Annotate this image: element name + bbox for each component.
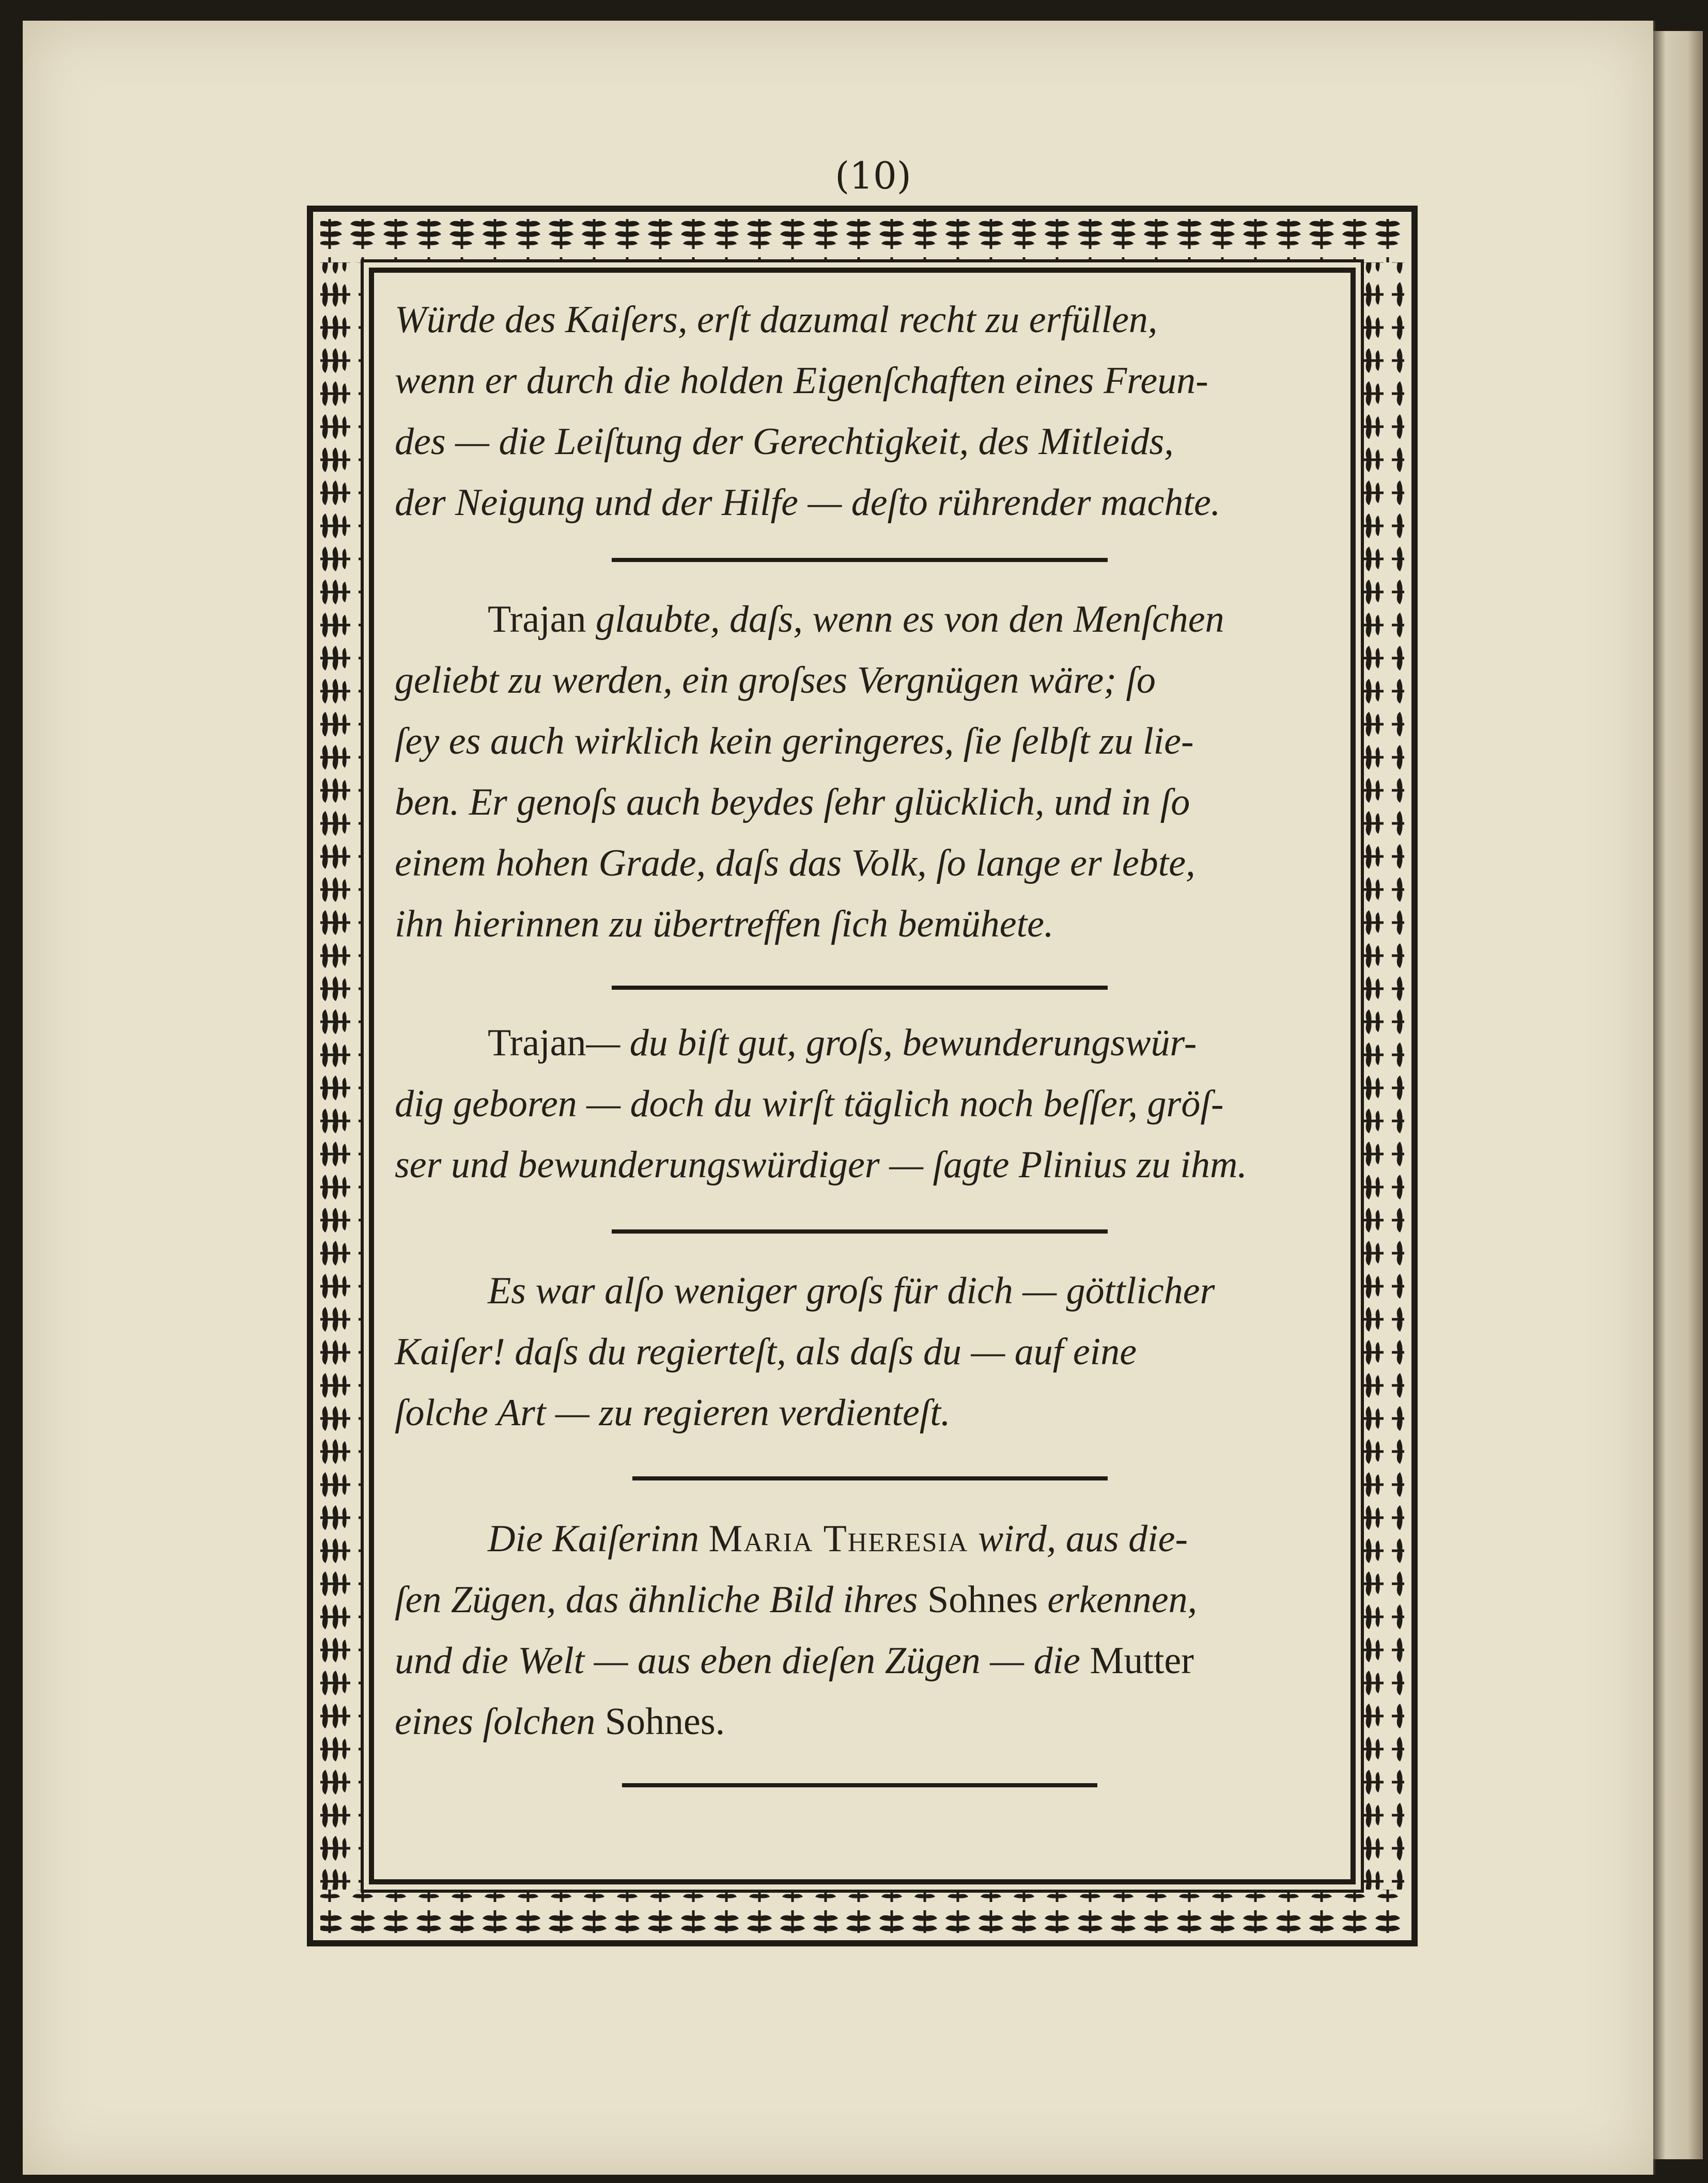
text-span: eines ſolchen — [395, 1701, 596, 1743]
text-line: ſolche Art — zu regieren verdienteſt. — [395, 1392, 951, 1434]
body-text — [395, 289, 1330, 1839]
section-rule — [612, 1229, 1108, 1234]
text-line — [395, 1691, 1330, 1752]
section-rule — [612, 558, 1108, 562]
text-line: ihn hierinnen zu übertreffen ſich bemühete. — [395, 903, 1054, 945]
paragraph-4 — [395, 1260, 1330, 1443]
text-line: geliebt zu werden, ein groſses Vergnügen wäre; ſo — [395, 659, 1156, 701]
text-line: ser und bewunderungswürdiger — ſagte Plinius zu ihm. — [395, 1144, 1247, 1186]
text-span: glaubte, daſs, wenn es von den Menſchen — [596, 598, 1224, 641]
page-number: (10) — [835, 154, 911, 197]
text-line: Es war alſo weniger groſs für dich — göttlicher — [488, 1270, 1215, 1312]
text-span: Die Kaiſerinn — [488, 1518, 700, 1560]
paragraph-5 — [395, 1508, 1330, 1752]
text-line: ſey es auch wirklich kein geringeres, ſie ſelbſt zu lie- — [395, 720, 1194, 762]
section-rule — [622, 1783, 1097, 1787]
name-trajan: Trajan — [488, 598, 586, 641]
text-line: einem hohen Grade, daſs das Volk, ſo lange er lebte, — [395, 842, 1195, 884]
text-line — [395, 1012, 1330, 1073]
text-line: der Neigung und der Hilfe — deſto rührender machte. — [395, 481, 1221, 524]
text-span: erkennen, — [1047, 1579, 1198, 1621]
section-rule — [612, 986, 1108, 990]
text-line: des — die Leiſtung der Gerechtigkeit, des Mitleids, — [395, 420, 1174, 463]
word-sohnes: Sohnes — [927, 1579, 1038, 1621]
text-line: Würde des Kaiſers, erſt dazumal recht zu erfüllen, — [395, 299, 1158, 341]
text-span: ſen Zügen, das ähnliche Bild ihres — [395, 1579, 918, 1621]
text-span: wird, aus die- — [977, 1518, 1188, 1560]
section-rule — [632, 1476, 1108, 1480]
text-line: Kaiſer! daſs du regierteſt, als daſs du — auf eine — [395, 1331, 1137, 1373]
text-line: dig geboren — doch du wirſt täglich noch beſſer, gröſ- — [395, 1083, 1224, 1125]
text-line — [395, 1630, 1330, 1691]
text-span: — du biſt gut, groſs, bewunderungswür- — [586, 1022, 1197, 1064]
name-maria-theresia: Maria Theresia — [708, 1518, 969, 1560]
text-span: und die Welt — aus eben dieſen Zügen — die — [395, 1640, 1081, 1682]
facing-page-edge — [1653, 31, 1703, 2159]
paragraph-2 — [395, 589, 1330, 955]
text-line — [395, 1569, 1330, 1630]
word-mutter: Mutter — [1090, 1640, 1194, 1682]
text-line — [395, 1508, 1330, 1569]
word-sohnes: Sohnes. — [604, 1701, 725, 1743]
text-line: wenn er durch die holden Eigenſchaften eines Freun- — [395, 360, 1208, 402]
text-line — [395, 589, 1330, 650]
paragraph-3 — [395, 1012, 1330, 1195]
text-line: ben. Er genoſs auch beydes ſehr glücklich, und in ſo — [395, 781, 1190, 823]
paragraph-1 — [395, 289, 1330, 533]
name-trajan: Trajan — [488, 1022, 586, 1064]
